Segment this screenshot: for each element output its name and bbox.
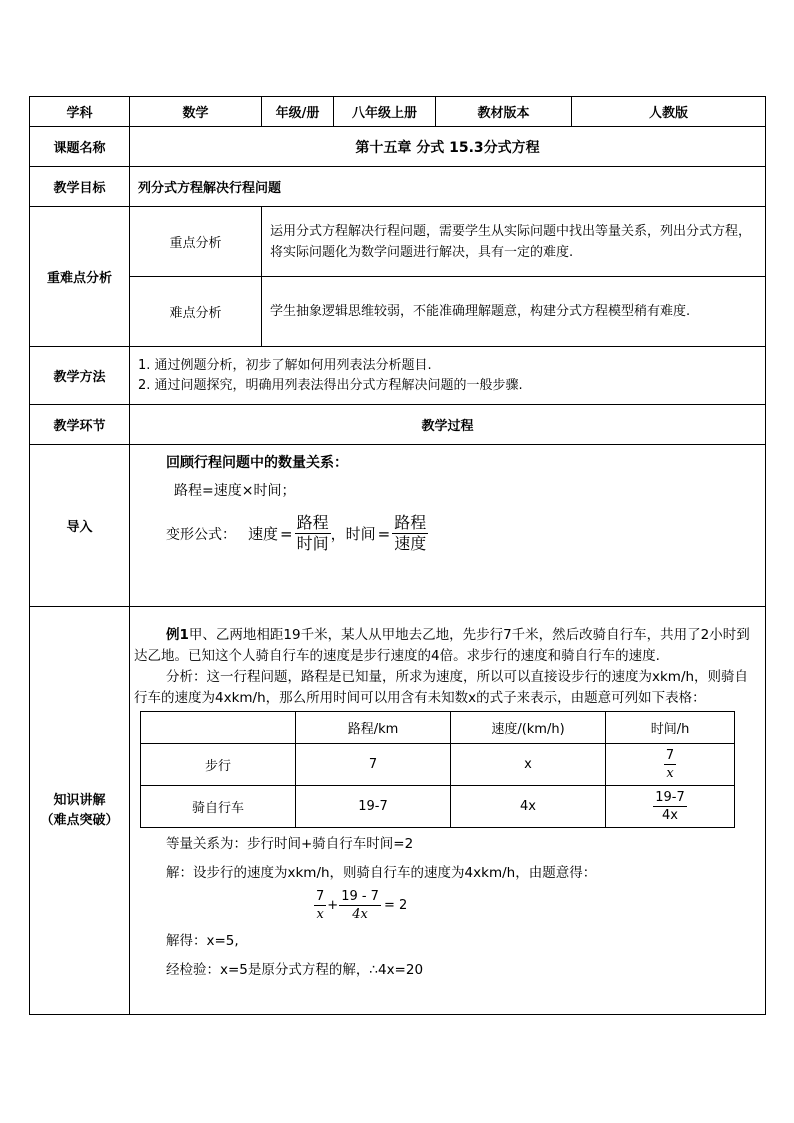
example-tag: 例1 — [166, 627, 189, 643]
equals-sign: = — [377, 524, 391, 543]
table-header: 路程/km — [296, 712, 451, 744]
table-row — [141, 744, 735, 786]
intro-heading: 回顾行程问题中的数量关系： — [166, 455, 348, 471]
table-header: 速度/(km/h) — [451, 712, 606, 744]
solve-text: 解得：x=5, — [166, 933, 239, 949]
row-name: 步行 — [141, 744, 296, 786]
check-text: 经检验：x=5是原分式方程的解，∴4x=20 — [166, 962, 424, 978]
example-1 — [134, 625, 761, 667]
knowledge-label-line1: 知识讲解 — [53, 792, 106, 808]
equation-rhs: = 2 — [383, 898, 408, 913]
hard-analysis-text: 学生抽象逻辑思维较弱，不能准确理解题意，构建分式方程模型稍有难度. — [262, 277, 766, 347]
fraction-numerator: 19-7 — [655, 790, 685, 805]
method-label: 教学方法 — [30, 347, 130, 405]
goal-text: 列分式方程解决行程问题 — [130, 167, 766, 207]
separator: ， — [330, 525, 346, 543]
goal-label: 教学目标 — [30, 167, 130, 207]
method-row — [30, 347, 766, 405]
row-speed: 4x — [451, 786, 606, 828]
speed-fraction — [295, 513, 331, 554]
lesson-row — [30, 127, 766, 167]
fraction-denominator: 时间 — [296, 534, 329, 553]
process-title: 教学过程 — [130, 405, 766, 445]
key-row — [30, 207, 766, 277]
header-row — [30, 97, 766, 127]
lesson-plan-table — [29, 96, 766, 1015]
method-item: 1. 通过例题分析，初步了解如何用列表法分析题目. — [138, 357, 432, 373]
example-text: 甲、乙两地相距19千米，某人从甲地去乙地，先步行7千米，然后改骑自行车，共用了2小时到达乙地。已知这个人骑自行车的速度是步行速度的4倍。求步行的速度和骑自行车的速度. — [134, 627, 750, 664]
fraction-numerator: 7 — [665, 748, 675, 763]
difficulty-label: 重难点分析 — [30, 207, 130, 347]
edition-value: 人教版 — [572, 97, 766, 127]
subject-value: 数学 — [130, 97, 262, 127]
grade-label: 年级/册 — [262, 97, 334, 127]
analysis-text: 分析：这一行程问题，路程是已知量，所求为速度，所以可以直接设步行的速度为xkm/h，则骑自行车的速度为4xkm/h，那么所用时间可以用含有未知数x的式子来表示，由题意可列如下表格： — [134, 669, 749, 706]
solution-text: 解：设步行的速度为xkm/h，则骑自行车的速度为4xkm/h，由题意得： — [166, 865, 597, 881]
process-row — [30, 405, 766, 445]
table-header: 时间/h — [606, 712, 735, 744]
intro-derived-formulas — [166, 513, 765, 554]
hard-analysis-label: 难点分析 — [130, 277, 262, 347]
fraction-denominator: x — [316, 907, 324, 922]
equation-fraction — [339, 888, 381, 923]
fraction-denominator: 4x — [352, 907, 368, 922]
lesson-label: 课题名称 — [30, 127, 130, 167]
plus-sign: + — [327, 898, 339, 913]
hard-row — [30, 277, 766, 347]
subject-label: 学科 — [30, 97, 130, 127]
row-time — [606, 786, 735, 828]
intro-label: 导入 — [30, 445, 130, 607]
fraction-denominator: 速度 — [394, 534, 427, 553]
process-label: 教学环节 — [30, 405, 130, 445]
equation-fraction — [314, 888, 326, 923]
goal-row — [30, 167, 766, 207]
table-header-row — [141, 712, 735, 744]
fraction-numerator: 7 — [316, 889, 325, 904]
knowledge-row — [30, 607, 766, 1015]
table-row — [141, 786, 735, 828]
equation — [134, 888, 761, 923]
fraction-denominator: x — [666, 766, 674, 781]
derived-prefix: 变形公式： — [166, 526, 236, 543]
time-fraction — [664, 747, 676, 782]
grade-value: 八年级上册 — [334, 97, 436, 127]
fraction-numerator: 路程 — [296, 513, 329, 532]
relation-text: 等量关系为：步行时间+骑自行车时间=2 — [166, 836, 414, 852]
fraction-numerator: 路程 — [394, 513, 427, 532]
fraction-denominator: 4x — [662, 808, 678, 823]
lesson-title: 第十五章 分式 15.3分式方程 — [130, 127, 766, 167]
key-analysis-label: 重点分析 — [130, 207, 262, 277]
analysis-table — [140, 711, 735, 828]
knowledge-label — [30, 607, 130, 1015]
knowledge-label-line2: （难点突破） — [40, 812, 119, 828]
row-distance: 19-7 — [296, 786, 451, 828]
fraction-numerator: 19 - 7 — [341, 889, 379, 904]
time-fraction — [392, 513, 428, 554]
intro-row — [30, 445, 766, 607]
time-word: 时间 — [345, 525, 376, 543]
knowledge-content — [130, 607, 766, 1015]
row-speed: x — [451, 744, 606, 786]
method-list — [130, 347, 766, 405]
intro-content — [130, 445, 766, 607]
table-header — [141, 712, 296, 744]
row-time — [606, 744, 735, 786]
row-distance: 7 — [296, 744, 451, 786]
method-item: 2. 通过问题探究，明确用列表法得出分式方程解决问题的一般步骤. — [138, 377, 523, 393]
edition-label: 教材版本 — [436, 97, 572, 127]
equals-sign: = — [280, 524, 293, 543]
time-fraction — [653, 789, 687, 824]
row-name: 骑自行车 — [141, 786, 296, 828]
speed-word: 速度 — [248, 525, 279, 543]
intro-formula: 路程=速度×时间； — [174, 483, 296, 499]
key-analysis-text: 运用分式方程解决行程问题，需要学生从实际问题中找出等量关系，列出分式方程，将实际问题化为数学问题进行解决，具有一定的难度. — [262, 207, 766, 277]
